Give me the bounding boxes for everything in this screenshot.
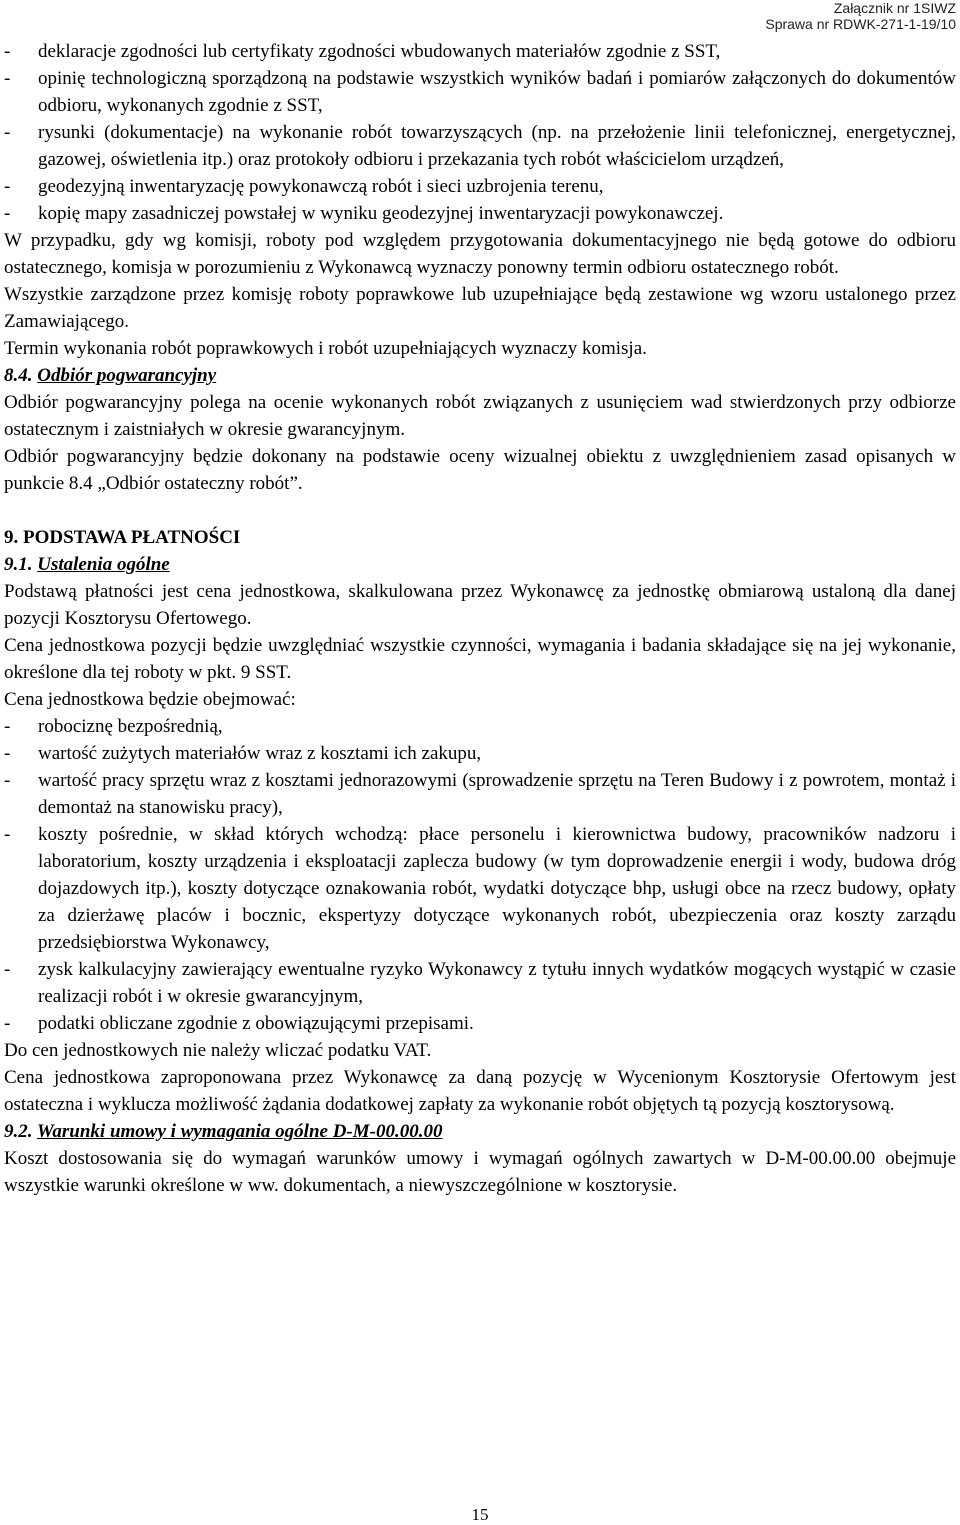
- paragraph: Do cen jednostkowych nie należy wliczać podatku VAT.: [4, 1040, 432, 1061]
- list-item-text: geodezyjną inwentaryzację powykonawczą robót i sieci uzbrojenia terenu,: [38, 176, 604, 197]
- spacer: [4, 497, 956, 524]
- paragraph: Cena jednostkowa będzie obejmować:: [4, 689, 296, 710]
- list-item: [4, 713, 956, 740]
- list-dash: -: [4, 122, 11, 143]
- list-item: [4, 119, 956, 173]
- paragraph: Podstawą płatności jest cena jednostkowa, skalkulowana przez Wykonawcę za jednostkę obmiarową ustaloną dla danej pozycji Kosztorysu Ofertowego.: [4, 581, 956, 629]
- section-heading-9-1: [4, 551, 956, 578]
- section-title: Ustalenia ogólne: [37, 554, 170, 575]
- page-number: 15: [471, 1505, 489, 1524]
- page-header: [765, 0, 956, 32]
- list-dash: -: [4, 716, 11, 737]
- list-dash: -: [4, 1013, 11, 1034]
- header-case-number: Sprawa nr RDWK-271-1-19/10: [765, 16, 956, 32]
- list-item: [4, 38, 956, 65]
- list-item: [4, 821, 956, 956]
- list-item-text: podatki obliczane zgodnie z obowiązującymi przepisami.: [38, 1013, 474, 1034]
- list-item-text: opinię technologiczną sporządzoną na podstawie wszystkich wyników badań i pomiarów załączonych do dokumentów odbioru, wykonanych zgodnie z SST,: [38, 68, 956, 116]
- list-dash: -: [4, 176, 11, 197]
- paragraph: Odbiór pogwarancyjny polega na ocenie wykonanych robót związanych z usunięciem wad stwierdzonych przy odbiorze ostatecznym i zaistniałych w okresie gwarancyjnym.: [4, 392, 956, 440]
- list-item-text: zysk kalkulacyjny zawierający ewentualne ryzyko Wykonawcy z tytułu innych wydatków mogących wystąpić w czasie realizacji robót i w okresie gwarancyjnym,: [38, 959, 956, 1007]
- list-item-text: deklaracje zgodności lub certyfikaty zgodności wbudowanych materiałów zgodnie z SST,: [38, 41, 721, 62]
- list-item-text: wartość zużytych materiałów wraz z kosztami ich zakupu,: [38, 743, 482, 764]
- list-dash: -: [4, 959, 11, 980]
- list-dash: -: [4, 770, 11, 791]
- list-dash: -: [4, 743, 11, 764]
- list-item-text: koszty pośrednie, w skład których wchodzą: płace personelu i kierownictwa budowy, pracowników nadzoru i laboratorium, koszty urządzenia i eksploatacji zaplecza budowy (w tym doprowadzenie energii i wody, budowa dróg dojazdowych itp.), koszty dotyczące oznakowania robót, wydatki dotyczące bhp, usługi obce na rzecz budowy, opłaty za dzierżawę placów i bocznic, ekspertyzy dotyczące wykonanych robót, ubezpieczenia oraz koszty zarządu przedsiębiorstwa Wykonawcy,: [38, 824, 956, 953]
- list-item: [4, 200, 956, 227]
- section-title: Odbiór pogwarancyjny: [37, 365, 217, 386]
- paragraph: Cena jednostkowa zaproponowana przez Wykonawcę za daną pozycję w Wycenionym Kosztorysie Ofertowym jest ostateczna i wyklucza możliwość żądania dodatkowej zapłaty za wykonanie robót objętych tą pozycją kosztorysową.: [4, 1067, 956, 1115]
- section-heading-9: 9. PODSTAWA PŁATNOŚCI: [4, 527, 241, 548]
- document-body: [4, 38, 956, 1199]
- list-dash: -: [4, 824, 11, 845]
- list-item-text: wartość pracy sprzętu wraz z kosztami jednorazowymi (sprowadzenie sprzętu na Teren Budowy i z powrotem, montaż i demontaż na stanowisku pracy),: [38, 770, 956, 818]
- section-number: 9.1.: [4, 554, 33, 575]
- paragraph: Koszt dostosowania się do wymagań warunków umowy i wymagań ogólnych zawartych w D-M-00.00.00 obejmuje wszystkie warunki określone w ww. dokumentach, a niewyszczególnione w kosztorysie.: [4, 1148, 956, 1196]
- paragraph: Cena jednostkowa pozycji będzie uwzględniać wszystkie czynności, wymagania i badania składające się na jej wykonanie, określone dla tej roboty w pkt. 9 SST.: [4, 635, 956, 683]
- section-title: Warunki umowy i wymagania ogólne D-M-00.00.00: [36, 1121, 443, 1142]
- list-dash: -: [4, 41, 11, 62]
- list-item: [4, 767, 956, 821]
- list-dash: -: [4, 68, 11, 89]
- section-heading-9-2: [4, 1118, 956, 1145]
- paragraph: Termin wykonania robót poprawkowych i robót uzupełniających wyznaczy komisja.: [4, 338, 647, 359]
- list-item: [4, 956, 956, 1010]
- section-number: 8.4.: [4, 365, 33, 386]
- paragraph: Wszystkie zarządzone przez komisję roboty poprawkowe lub uzupełniające będą zestawione wg wzoru ustalonego przez Zamawiającego.: [4, 284, 956, 332]
- paragraph: Odbiór pogwarancyjny będzie dokonany na podstawie oceny wizualnej obiektu z uwzględnieniem zasad opisanych w punkcie 8.4 „Odbiór ostateczny robót”.: [4, 446, 956, 494]
- list-item: [4, 173, 956, 200]
- section-number: 9.2.: [4, 1121, 33, 1142]
- section-heading-8-4: [4, 362, 956, 389]
- list-dash: -: [4, 203, 11, 224]
- list-item-text: kopię mapy zasadniczej powstałej w wyniku geodezyjnej inwentaryzacji powykonawczej.: [38, 203, 724, 224]
- header-attachment: Załącznik nr 1SIWZ: [833, 0, 956, 16]
- list-item: [4, 740, 956, 767]
- list-item: [4, 1010, 956, 1037]
- list-item: [4, 65, 956, 119]
- list-item-text: rysunki (dokumentacje) na wykonanie robót towarzyszących (np. na przełożenie linii telefonicznej, energetycznej, gazowej, oświetlenia itp.) oraz protokoły odbioru i przekazania tych robót właścicielom urządzeń,: [38, 122, 956, 170]
- paragraph: W przypadku, gdy wg komisji, roboty pod względem przygotowania dokumentacyjnego nie będą gotowe do odbioru ostatecznego, komisja w porozumieniu z Wykonawcą wyznaczy ponowny termin odbioru ostatecznego robót.: [4, 230, 956, 278]
- list-item-text: robociznę bezpośrednią,: [38, 716, 223, 737]
